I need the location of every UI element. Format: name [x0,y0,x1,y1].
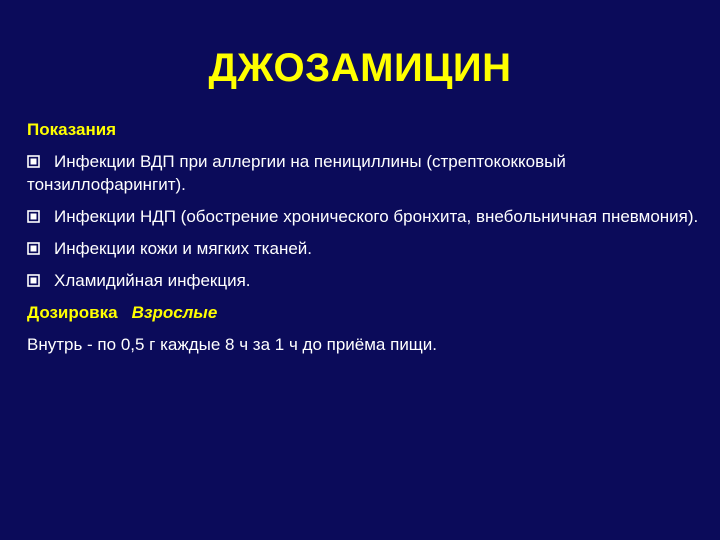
checkbox-bullet-icon [27,274,40,287]
indication-text: Инфекции ВДП при аллергии на пенициллины (стрептококковый тонзиллофарингит). [27,152,566,194]
slide-title: ДЖОЗАМИЦИН [208,46,512,90]
checkbox-bullet-icon [27,155,40,168]
dosage-text: Внутрь - по 0,5 г каждые 8 ч за 1 ч до приёма пищи. [27,335,438,354]
indication-text: Инфекции НДП (обострение хронического бронхита, внебольничная пневмония). [54,207,699,226]
indication-text: Инфекции кожи и мягких тканей. [54,239,313,258]
checkbox-bullet-icon [27,210,40,223]
checkbox-bullet-icon [27,242,40,255]
dosage-group: Взрослые [131,303,218,322]
indications-heading: Показания [27,120,117,139]
slide-content [27,118,699,365]
list-item [27,269,699,292]
indication-text: Хламидийная инфекция. [54,271,251,290]
list-item [27,150,699,196]
dosage-heading [27,301,699,324]
dosage-label: Дозировка [27,303,118,322]
list-item [27,237,699,260]
list-item [27,205,699,228]
